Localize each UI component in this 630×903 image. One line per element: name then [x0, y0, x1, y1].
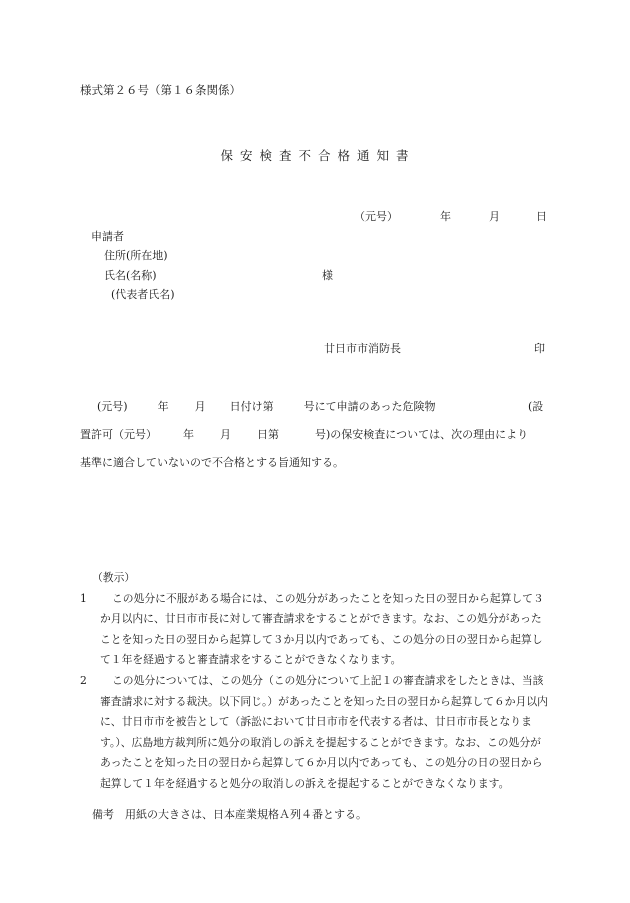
document-title: 保安検査不合格通知書 — [220, 148, 416, 163]
instruction-item — [80, 589, 550, 671]
date-month: 月 — [489, 210, 500, 223]
remark: 備考 用紙の大きさは、日本産業規格Ａ列４番とする。 — [92, 808, 367, 821]
applicant-address-label: 住所(所在地) — [104, 249, 168, 262]
body-day-number: 日付け第 — [229, 400, 274, 413]
body-permit-month: 月 — [220, 428, 231, 441]
instruction-item — [80, 671, 550, 795]
issue-date — [354, 208, 547, 224]
body-paren-open: (設 — [528, 400, 544, 413]
applicant-name-label: 氏名(名称) — [104, 269, 157, 282]
applicant-heading: 申請者 — [91, 230, 124, 243]
issuer-name: 廿日市市消防長 — [324, 342, 401, 355]
body-permit-prefix: 置許可（元号） — [80, 428, 157, 441]
body-line-3: 基準に適合していないので不合格とする旨通知する。 — [80, 456, 344, 469]
body-inspection-text: 号)の保安検査については、次の理由により — [315, 428, 529, 441]
instruction-item-text: この処分に不服がある場合には、この処分があったことを知った日の翌日から起算して３か月以内に、廿日市市長に対して審査請求をすることができます。なお、この処分があったことを知った日の翌日から起算して３か月以内であっても、この処分の日の翌日から起算して１年を経過すると審査請求をすることができなくなります。 — [100, 591, 544, 667]
seal-mark: 印 — [534, 342, 545, 355]
instruction-heading: （教示） — [92, 571, 136, 584]
body-year: 年 — [157, 400, 169, 413]
body-month: 月 — [194, 400, 206, 413]
instruction-item-number: 1 — [80, 591, 87, 605]
body-era: (元号) — [97, 400, 128, 413]
instruction-section — [80, 568, 550, 795]
applicant-honorific: 様 — [322, 269, 333, 282]
instruction-item-text: この処分については、この処分（この処分について上記１の審査請求をしたときは、当該審査請求に対する裁決。以下同じ。）があったことを知った日の翌日から起算して６か月以内に、廿日市市を被告として（訴訟において廿日市市を代表する者は、廿日市市長となります。）、広島地方裁判所に処分の取消しの訴えを提起することができます。なお、この処分があったことを知った日の翌日から起算して６か月以内であっても、この処分の日の翌日から起算して１年を経過すると処分の取消しの訴えを提起することができなくなります。 — [100, 673, 548, 790]
applicant-representative-label: (代表者氏名) — [111, 288, 175, 301]
date-day: 日 — [536, 210, 547, 223]
instruction-item-number: 2 — [80, 673, 87, 687]
body-permit-year: 年 — [183, 428, 194, 441]
body-line-1 — [97, 398, 435, 414]
form-number: 様式第２６号（第１６条関係） — [80, 83, 241, 97]
body-line-2 — [80, 426, 528, 442]
body-permit-day: 日第 — [257, 428, 279, 441]
date-era: （元号） — [354, 210, 398, 223]
date-year: 年 — [440, 210, 451, 223]
body-application-text: 号にて申請のあった危険物 — [303, 400, 436, 413]
